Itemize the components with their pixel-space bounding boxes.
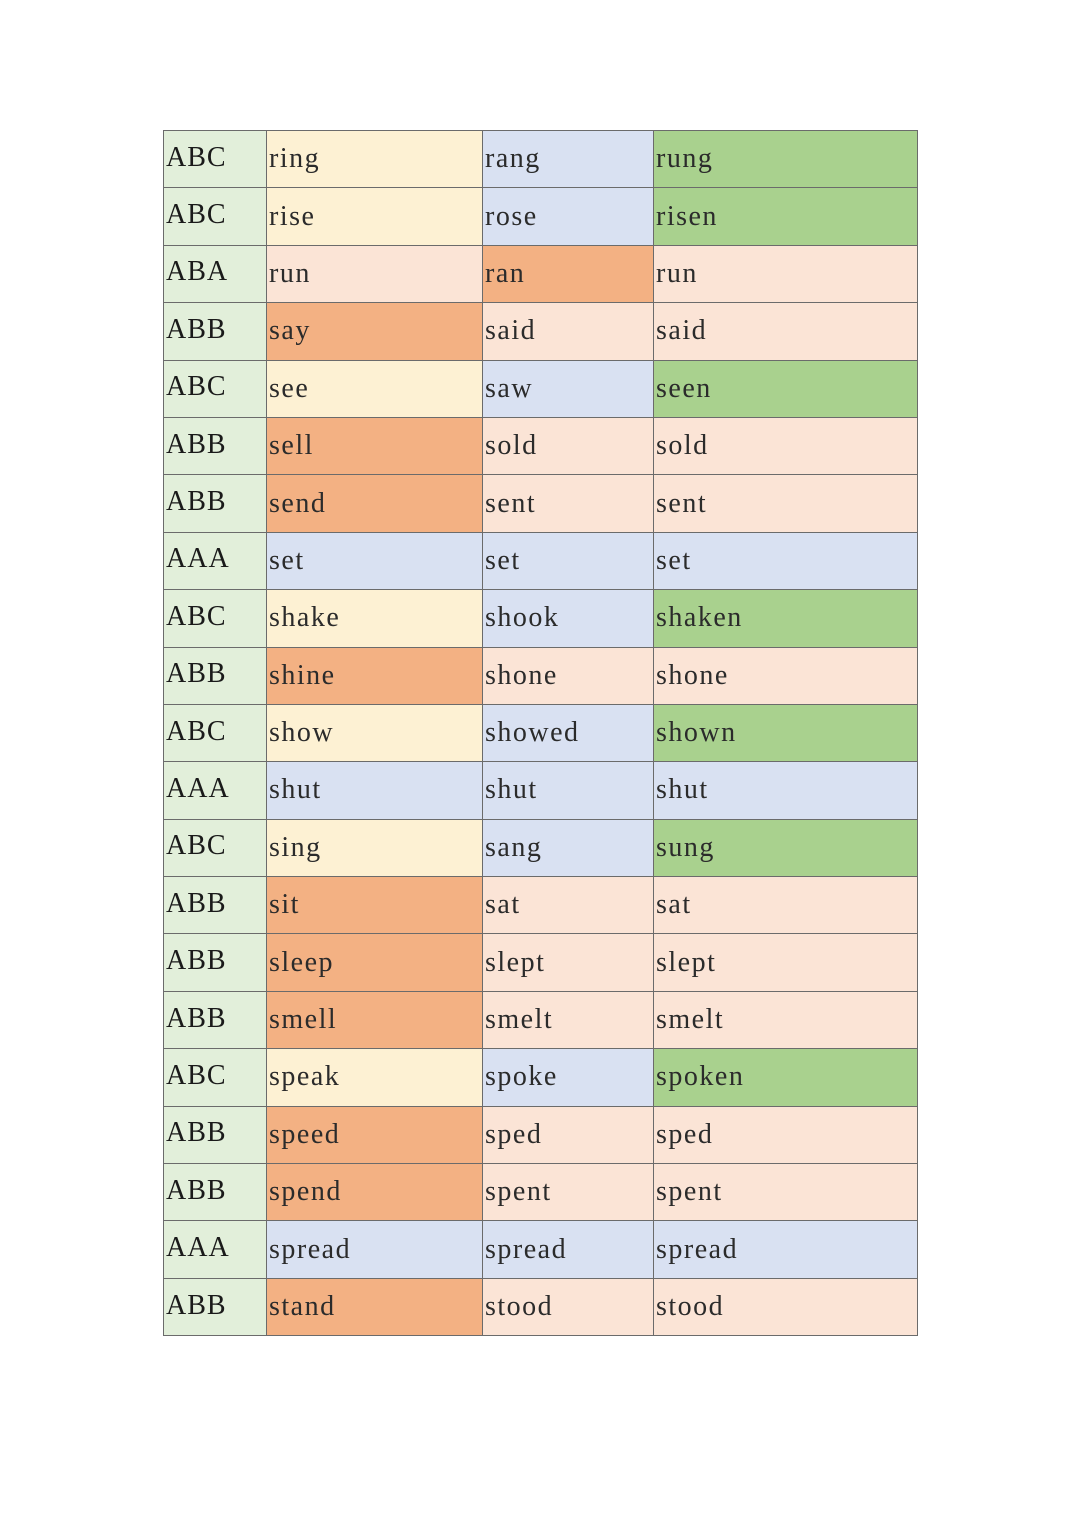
table-row [164, 245, 918, 302]
past-participle-cell: shown [654, 704, 918, 761]
base-form-cell: set [267, 532, 483, 589]
past-tense-cell: shook [483, 590, 654, 647]
past-tense-cell: set [483, 532, 654, 589]
base-form-cell: see [267, 360, 483, 417]
base-form-cell: shine [267, 647, 483, 704]
table-row [164, 360, 918, 417]
base-form-cell: shut [267, 762, 483, 819]
table-row [164, 188, 918, 245]
base-form-cell: ring [267, 131, 483, 188]
table-row [164, 991, 918, 1048]
past-participle-cell: shaken [654, 590, 918, 647]
past-participle-cell: spread [654, 1221, 918, 1278]
table-row [164, 877, 918, 934]
past-participle-cell: run [654, 245, 918, 302]
table-row [164, 704, 918, 761]
past-tense-cell: rang [483, 131, 654, 188]
past-tense-cell: shone [483, 647, 654, 704]
past-tense-cell: spent [483, 1164, 654, 1221]
pattern-cell: ABB [164, 934, 267, 991]
pattern-cell: ABC [164, 590, 267, 647]
base-form-cell: send [267, 475, 483, 532]
past-participle-cell: sung [654, 819, 918, 876]
past-participle-cell: slept [654, 934, 918, 991]
base-form-cell: show [267, 704, 483, 761]
base-form-cell: say [267, 303, 483, 360]
past-tense-cell: spread [483, 1221, 654, 1278]
pattern-cell: ABB [164, 877, 267, 934]
base-form-cell: speed [267, 1106, 483, 1163]
base-form-cell: rise [267, 188, 483, 245]
table-row [164, 819, 918, 876]
table-row [164, 647, 918, 704]
past-participle-cell: sat [654, 877, 918, 934]
base-form-cell: smell [267, 991, 483, 1048]
pattern-cell: ABB [164, 475, 267, 532]
past-tense-cell: sold [483, 417, 654, 474]
past-tense-cell: sped [483, 1106, 654, 1163]
pattern-cell: ABB [164, 991, 267, 1048]
table-row [164, 762, 918, 819]
past-participle-cell: set [654, 532, 918, 589]
verb-table-body [164, 131, 918, 1336]
past-participle-cell: sent [654, 475, 918, 532]
irregular-verbs-table [163, 130, 918, 1336]
past-tense-cell: sang [483, 819, 654, 876]
past-participle-cell: shone [654, 647, 918, 704]
past-tense-cell: showed [483, 704, 654, 761]
past-participle-cell: stood [654, 1278, 918, 1335]
pattern-cell: ABB [164, 1278, 267, 1335]
base-form-cell: spend [267, 1164, 483, 1221]
past-participle-cell: risen [654, 188, 918, 245]
past-tense-cell: spoke [483, 1049, 654, 1106]
pattern-cell: ABC [164, 819, 267, 876]
past-participle-cell: spent [654, 1164, 918, 1221]
past-participle-cell: shut [654, 762, 918, 819]
past-participle-cell: sped [654, 1106, 918, 1163]
past-participle-cell: sold [654, 417, 918, 474]
table-row [164, 131, 918, 188]
table-row [164, 1278, 918, 1335]
past-tense-cell: sent [483, 475, 654, 532]
past-tense-cell: smelt [483, 991, 654, 1048]
past-tense-cell: sat [483, 877, 654, 934]
table-row [164, 934, 918, 991]
base-form-cell: sleep [267, 934, 483, 991]
past-participle-cell: said [654, 303, 918, 360]
past-tense-cell: said [483, 303, 654, 360]
pattern-cell: ABC [164, 704, 267, 761]
past-tense-cell: saw [483, 360, 654, 417]
base-form-cell: sit [267, 877, 483, 934]
table-row [164, 417, 918, 474]
past-participle-cell: rung [654, 131, 918, 188]
pattern-cell: ABA [164, 245, 267, 302]
pattern-cell: ABC [164, 131, 267, 188]
base-form-cell: shake [267, 590, 483, 647]
table-row [164, 532, 918, 589]
pattern-cell: ABC [164, 360, 267, 417]
base-form-cell: stand [267, 1278, 483, 1335]
table-row [164, 1164, 918, 1221]
past-participle-cell: spoken [654, 1049, 918, 1106]
past-tense-cell: stood [483, 1278, 654, 1335]
base-form-cell: speak [267, 1049, 483, 1106]
table-row [164, 1049, 918, 1106]
pattern-cell: ABC [164, 1049, 267, 1106]
pattern-cell: ABC [164, 188, 267, 245]
table-row [164, 475, 918, 532]
pattern-cell: ABB [164, 647, 267, 704]
past-participle-cell: seen [654, 360, 918, 417]
pattern-cell: AAA [164, 532, 267, 589]
pattern-cell: ABB [164, 1106, 267, 1163]
past-tense-cell: slept [483, 934, 654, 991]
pattern-cell: ABB [164, 303, 267, 360]
past-tense-cell: ran [483, 245, 654, 302]
pattern-cell: AAA [164, 1221, 267, 1278]
base-form-cell: run [267, 245, 483, 302]
pattern-cell: AAA [164, 762, 267, 819]
past-tense-cell: rose [483, 188, 654, 245]
pattern-cell: ABB [164, 1164, 267, 1221]
base-form-cell: sell [267, 417, 483, 474]
past-participle-cell: smelt [654, 991, 918, 1048]
table-row [164, 303, 918, 360]
table-row [164, 590, 918, 647]
past-tense-cell: shut [483, 762, 654, 819]
table-row [164, 1221, 918, 1278]
base-form-cell: sing [267, 819, 483, 876]
base-form-cell: spread [267, 1221, 483, 1278]
table-row [164, 1106, 918, 1163]
pattern-cell: ABB [164, 417, 267, 474]
